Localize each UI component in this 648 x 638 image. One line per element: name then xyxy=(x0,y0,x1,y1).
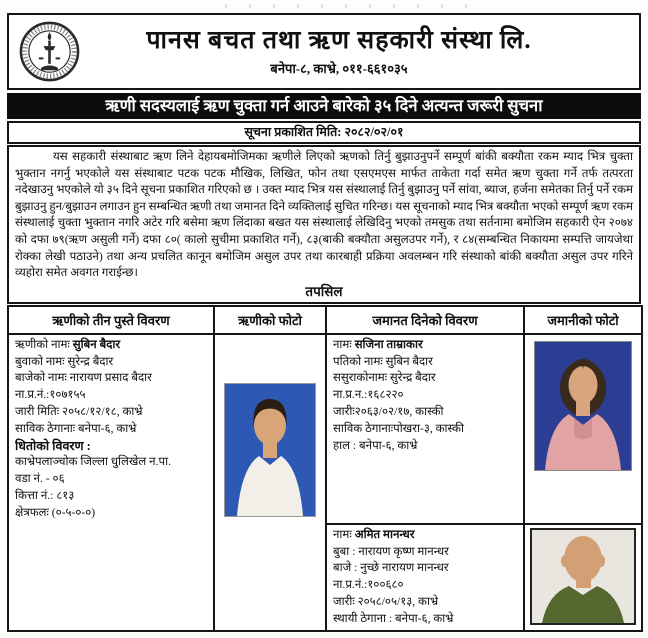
panas-lamp-glyph xyxy=(39,32,61,70)
guarantor1-photo-cell xyxy=(524,334,642,524)
detail-line: स्थायी ठेगाना : बनेपा-६, काभ्रे xyxy=(333,611,454,625)
detail-line: बुबा : नारायण कृष्ण मानन्धर xyxy=(333,544,449,558)
letterhead-text xyxy=(108,26,539,77)
org-address: बनेपा-८, काभ्रे, ०११-६६१०३५ xyxy=(270,61,408,76)
detail-line: बाजेको नामः नारायण प्रसाद बैदार xyxy=(15,371,152,385)
table-header-row xyxy=(8,306,642,334)
detail-line: ना.प्र.नं.:१००६८० xyxy=(333,578,404,592)
col-header-borrower-details: ऋणीको तीन पुस्ते विवरण xyxy=(8,306,214,334)
guarantor2-details-cell xyxy=(326,524,524,631)
detail-line: बुवाको नामः सुरेन्द्र बैदार xyxy=(15,354,114,368)
borrower-name-line xyxy=(15,337,209,354)
detail-line: साविक ठेगानाः बनेपा-६, काभ्रे xyxy=(15,421,137,435)
borrower-guarantor-table xyxy=(7,305,643,632)
guarantor1-detail-lines xyxy=(333,354,519,455)
borrower-name: सुबिन बैदार xyxy=(72,337,121,351)
detail-line: काभ्रेपलाञ्चोक जिल्ला धुलिखेल न.पा. xyxy=(15,455,171,469)
detail-line: ससुराकोनामः सुरेन्द्र बैदार xyxy=(333,371,436,385)
notice-document xyxy=(7,13,641,632)
letterhead xyxy=(7,13,641,90)
notice-body xyxy=(7,145,641,304)
borrower-name-label: ऋणीको नामः xyxy=(15,337,70,351)
detail-line: जारी मितिः २०५८/१२/१८, काभ्रे xyxy=(15,404,143,418)
table-row xyxy=(8,334,642,524)
guarantor1-name: सजिना ताम्राकार xyxy=(354,337,423,351)
guarantor2-name: अमित मानन्धर xyxy=(354,527,415,541)
col-header-guarantor-photo: जमानीको फोटो xyxy=(524,306,642,334)
publish-date: सूचना प्रकाशित मिति: २०८२/०२/०१ xyxy=(7,121,641,144)
guarantor2-detail-lines xyxy=(333,544,519,628)
detail-line: पतिको नामः सुबिन बैदार xyxy=(333,354,433,368)
guarantor2-name-label: नामः xyxy=(333,527,352,541)
borrower-detail-lines xyxy=(15,354,209,438)
collateral-title: धितोको विवरण : xyxy=(15,438,91,453)
detail-line: जारीः२०६३/०२/१७, कास्की xyxy=(333,404,444,418)
detail-line: ना.प्र.नं.:१०७१५५ xyxy=(15,388,86,402)
detail-line: हाल : बनेपा-६, काभ्रे xyxy=(333,438,418,452)
guarantor2-photo-cell xyxy=(524,524,642,631)
col-header-borrower-photo: ऋणीको फोटो xyxy=(214,306,326,334)
detail-line: वडा नं. - ०६ xyxy=(15,472,65,486)
guarantor1-details-cell xyxy=(326,334,524,524)
borrower-photo-cell xyxy=(214,334,326,631)
col-header-guarantor-details: जमानत दिनेको विवरण xyxy=(326,306,524,334)
borrower-details-cell xyxy=(8,334,214,631)
guarantor2-photo xyxy=(530,528,636,625)
page-top-artifact xyxy=(0,0,648,12)
detail-line: कित्ता नं.: ८१३ xyxy=(15,488,75,502)
notice-title-bar: ऋणी सदस्यलाई ऋण चुक्ता गर्न आउने बारेको ३५ दिने अत्यन्त जरूरी सुचना xyxy=(7,93,641,119)
org-name: पानस बचत तथा ऋण सहकारी संस्था लि. xyxy=(146,27,532,54)
schedule-heading: तपसिल xyxy=(305,283,343,299)
guarantor1-name-label: नामः xyxy=(333,337,352,351)
collateral-detail-lines xyxy=(15,454,209,521)
detail-line: जारीः २०५८/०५/१३, काभ्रे xyxy=(333,594,439,608)
detail-line: बाजे : नुच्छे नारायण मानन्धर xyxy=(333,561,449,575)
borrower-photo xyxy=(224,383,316,517)
detail-line: ना.प्र.न.:१६८२२० xyxy=(333,388,404,402)
guarantor1-name-line xyxy=(333,337,519,354)
notice-paragraph: यस सहकारी संस्थाबाट ऋण लिने देहायबमोजिमका ऋणीले लिएको ऋणको तिर्नु बुझाउनुपर्ने सम्पूर्ण बांकी बक्यौता रकम म्याद भित्र चुक्ता भुक्तान नगर्नु भएकोले यस संस्थाबाट पटक पटक मौखिक, लिखित, फोन तथा एसएमएस मार्फत ताकेता गर्दा समेत ऋण चुक्ता गर्ने तर्फ तत्परता नदेखाउनु भएकोले यो ३५ दिने सूचना प्रकाशित गरिएको छ । उक्त म्याद भित्र यस संस्थालाई तिर्नु बुझाउनु पर्ने सांवा, ब्याज, हर्जना समेतका तिर्नु पर्ने रकम बुझाउनु हुन/बुझाउन लगाउन हुन सम्बन्धित ऋणी तथा जमानत दिने व्यक्तिलाई सुचित गरिन्छ। यस सूचनाको म्याद भित्र बक्यौता भएको सम्पूर्ण ऋण रकम संस्थालाई चुक्ता भुक्तान नगरि अटेर गरि बसेमा ऋण लिंदाका बखत यस संस्थालाई लेखिदिनु भएको तमसुक तथा सर्तनामा बमोजिम सहकारी ऐन २०७४ को दफा ७९(ऋण असुली गर्ने) दफा ८०( कालो सुचीमा प्रकाशित गर्ने), ८३(बाकी बक्यौता असुलउपर गर्ने), र ८४(सम्बन्धित निकायमा सम्पत्ति जायजेथा रोक्का लेखी पठाउने) तथा अन्य प्रचलित कानून बमोजिम असुल उपर तथा कारबाही प्रक्रिया अवलम्बन गरि संस्थाको बांकी बक्यौता असुल उपर गरिने व्यहोरा समेत अवगत गराईन्छ। xyxy=(15,150,633,280)
cooperative-seal-icon xyxy=(18,20,81,83)
guarantor1-photo xyxy=(534,341,632,471)
guarantor2-name-line xyxy=(333,527,519,544)
detail-line: साविक ठेगानाःपोखरा-३, कास्की xyxy=(333,421,464,435)
detail-line: क्षेत्रफलः (०-५-०-०) xyxy=(15,505,96,519)
